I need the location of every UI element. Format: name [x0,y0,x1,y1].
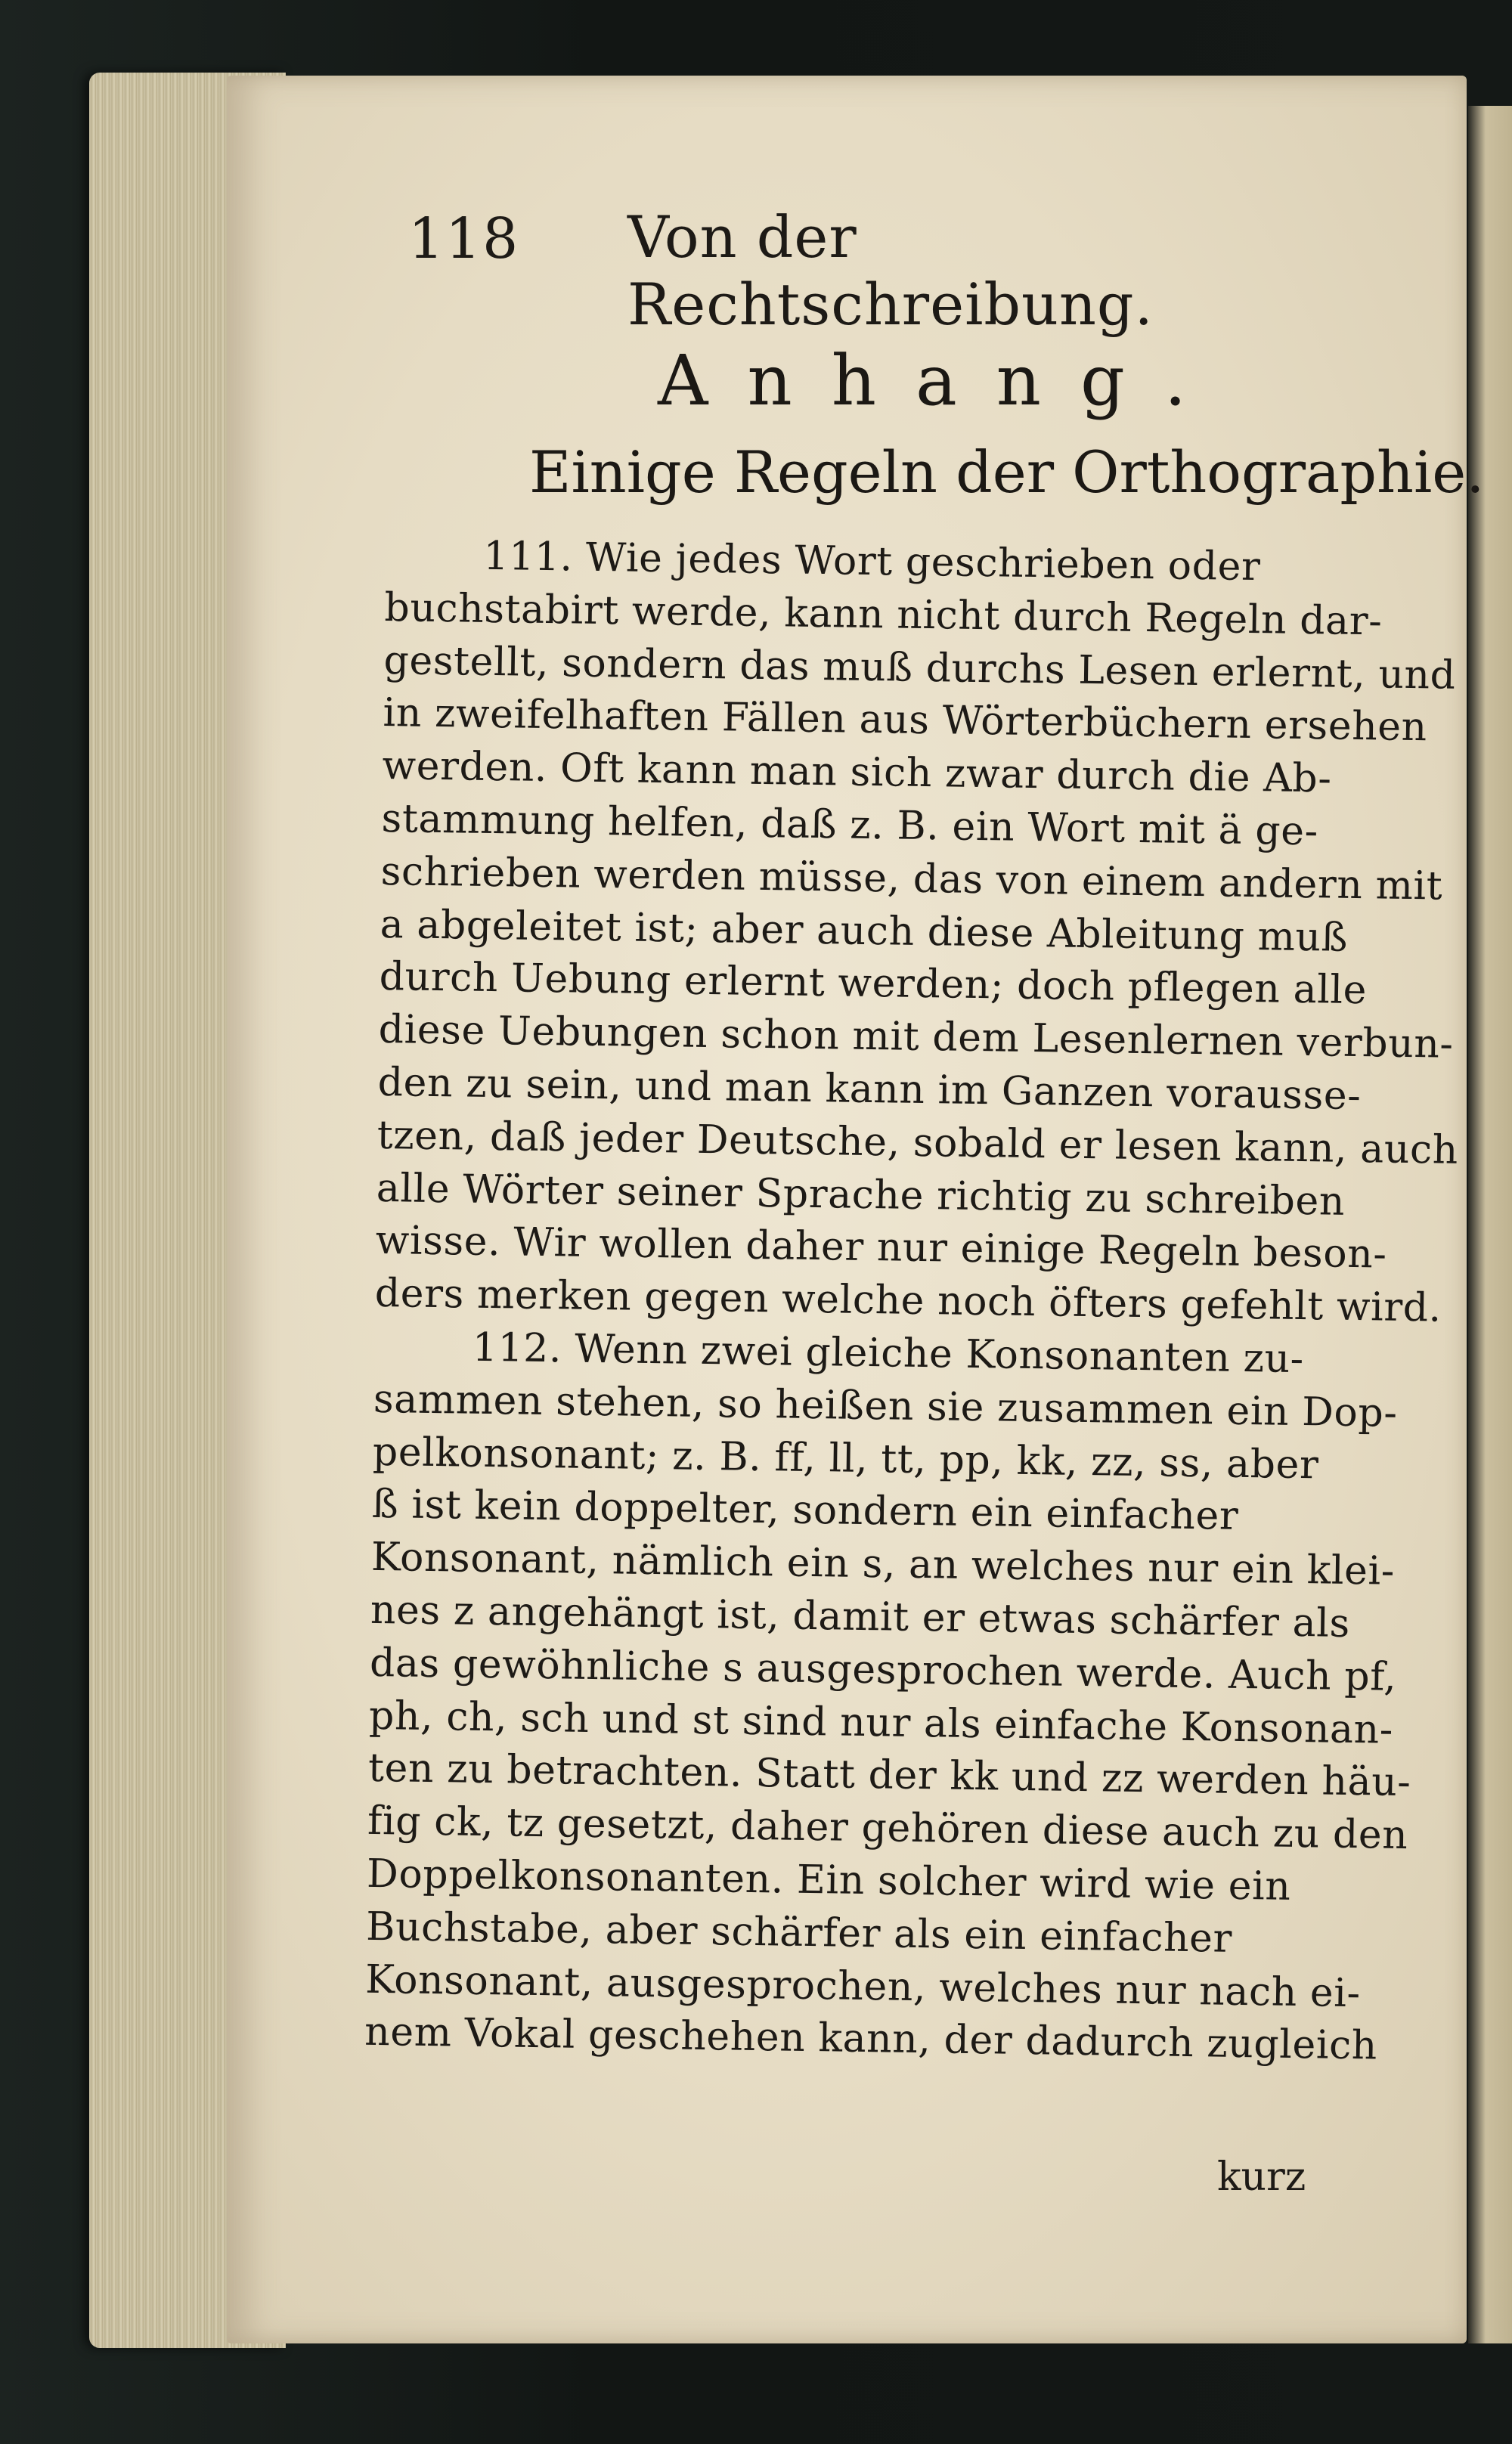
text-line: sammen stehen, so heißen sie zusammen ein Dop- [373,1376,1398,1436]
section-title: Anhang. [658,340,1226,421]
text-line: werden. Oft kann man sich zwar durch die Ab- [382,743,1332,802]
text-line: durch Uebung erlernt werden; doch pflegen alle [379,954,1368,1014]
text-line: das gewöhnliche s ausgesprochen werde. Auch pf, [369,1640,1397,1700]
text-line: stammung helfen, daß z. B. ein Wort mit ä ge- [381,795,1319,855]
running-head: Von der Rechtschreibung. [627,203,1154,338]
text-line: schrieben werden müsse, das von einem andern mit [380,848,1443,909]
text-line: in zweifelhaften Fällen aus Wörterbüchern ersehen [383,690,1428,751]
body-text [364,529,1459,2073]
text-line: Konsonant, nämlich ein s, an welches nur ein klei- [370,1535,1396,1594]
page-number: 118 [408,206,520,271]
text-line: a abgeleitet ist; aber auch diese Ableitung muß [380,901,1349,961]
text-line: ders merken gegen welche noch öfters gefehlt wird. [374,1271,1442,1331]
text-line: nem Vokal geschehen kann, der dadurch zugleich [364,2009,1378,2069]
text-line: ph, ch, sch und st sind nur als einfache Konsonan- [368,1693,1394,1753]
text-line: Doppelkonsonanten. Ein solcher wird wie ein [366,1851,1291,1910]
section-subtitle: Einige Regeln der Orthographie. [529,438,1485,506]
text-line: fig ck, tz gesetzt, daher gehören diese auch zu den [367,1798,1408,1859]
text-line: alle Wörter seiner Sprache richtig zu schreiben [376,1165,1346,1225]
text-line: nes z angehängt ist, damit er etwas schärfer als [370,1587,1351,1646]
text-line: 112. Wenn zwei gleiche Konsonanten zu- [472,1324,1305,1383]
text-line: wisse. Wir wollen daher nur einige Regeln beson- [375,1218,1387,1278]
text-line: 111. Wie jedes Wort geschrieben oder [483,533,1261,590]
text-line: gestellt, sondern das muß durchs Lesen erlernt, und [383,637,1456,699]
text-line: tzen, daß jeder Deutsche, sobald er lesen kann, auch [376,1112,1459,1173]
text-line: ß ist kein doppelter, sondern ein einfacher [371,1482,1239,1540]
text-line: ten zu betrachten. Statt der kk und zz werden häu- [367,1745,1411,1806]
text-line: pelkonsonant; z. B. ff, ll, tt, pp, kk, zz, ss, aber [372,1429,1319,1488]
catchword: kurz [1217,2154,1306,2200]
text-line: den zu sein, und man kann im Ganzen vorausse- [377,1059,1362,1120]
text-line: Konsonant, ausgesprochen, welches nur nach ei- [364,1956,1362,2016]
text-line: Buchstabe, aber schärfer als ein einfacher [365,1903,1233,1962]
text-line: diese Uebungen schon mit dem Lesenlernen verbun- [378,1007,1455,1067]
page-header [408,193,1391,338]
text-line: buchstabirt werde, kann nicht durch Regeln dar- [384,584,1383,645]
